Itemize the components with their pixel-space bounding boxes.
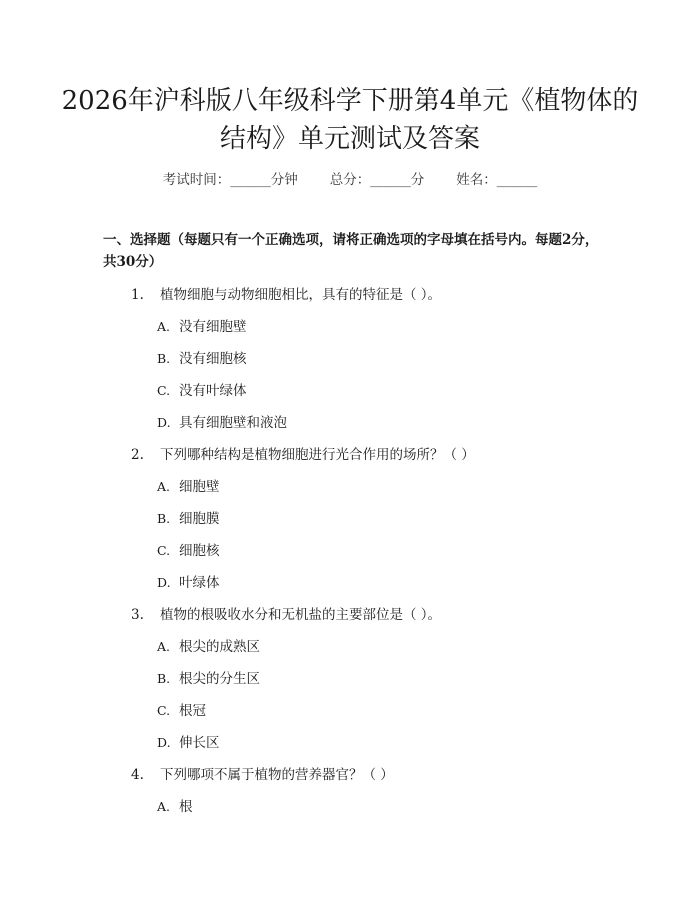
option-text: 没有细胞壁 [179,319,247,335]
option-letter: D. [157,735,171,750]
total-score-field: 总分：______分 [329,172,425,188]
option-3a [157,635,260,655]
question-1 [131,283,441,303]
option-text: 细胞膜 [179,511,220,527]
question-text: 下列哪项不属于植物的营养器官？（ ） [160,767,394,783]
option-1a [157,315,247,335]
question-number: 3. [131,607,144,623]
option-text: 没有细胞核 [179,351,247,367]
question-number: 4. [131,767,144,783]
option-text: 根尖的成熟区 [179,639,260,655]
question-4 [131,763,394,783]
option-text: 细胞壁 [179,479,220,495]
exam-info-line [0,168,700,188]
option-text: 细胞核 [179,543,220,559]
option-text: 具有细胞壁和液泡 [179,415,287,431]
option-1c [157,379,247,399]
question-number: 2. [131,447,144,463]
section-heading: 一、选择题（每题只有一个正确选项，请将正确选项的字母填在括号内。每题2分，共30分） [103,232,599,270]
option-text: 根尖的分生区 [179,671,260,687]
question-3 [131,603,441,623]
question-2 [131,443,475,463]
option-letter: C. [157,383,171,398]
exam-time-field: 考试时间：______分钟 [162,172,298,188]
option-1b [157,347,247,367]
option-2c [157,539,220,559]
option-letter: D. [157,575,171,590]
option-text: 没有叶绿体 [179,383,247,399]
option-letter: C. [157,703,171,718]
option-letter: A. [157,319,171,334]
option-letter: C. [157,543,171,558]
option-2d [157,571,220,591]
question-number: 1. [131,287,144,303]
student-name-field: 姓名：______ [456,172,538,188]
option-2b [157,507,220,527]
option-3c [157,699,206,719]
option-4a [157,795,193,815]
question-text: 下列哪种结构是植物细胞进行光合作用的场所？（ ） [160,447,475,463]
question-text: 植物细胞与动物细胞相比，具有的特征是（ ）。 [160,287,442,303]
option-letter: B. [157,351,171,366]
option-letter: B. [157,511,171,526]
page-title: 2026年沪科版八年级科学下册第4单元《植物体的结构》单元测试及答案 [61,86,639,154]
option-letter: A. [157,799,171,814]
option-1d [157,411,287,431]
option-letter: A. [157,639,171,654]
option-text: 根冠 [179,703,206,719]
option-2a [157,475,220,495]
option-text: 根 [179,799,193,815]
option-text: 叶绿体 [179,575,220,591]
option-3d [157,731,220,751]
option-letter: D. [157,415,171,430]
option-text: 伸长区 [179,735,220,751]
option-3b [157,667,260,687]
question-text: 植物的根吸收水分和无机盐的主要部位是（ ）。 [160,607,442,623]
option-letter: B. [157,671,171,686]
option-letter: A. [157,479,171,494]
